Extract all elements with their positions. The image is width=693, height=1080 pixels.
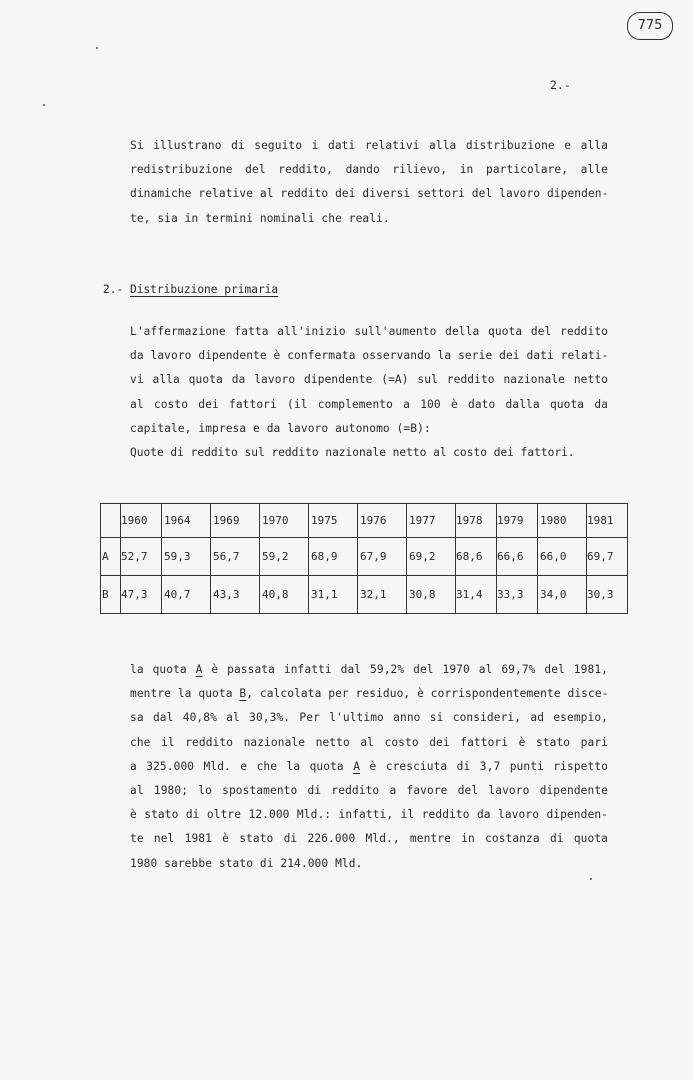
section-paragraph	[130, 320, 608, 441]
value-cell: 68,6	[456, 538, 497, 576]
text-fragment: è passata infatti dal 59,2% del 1970 al 69,7% del 1981,	[202, 663, 608, 676]
value-cell: 56,7	[211, 538, 260, 576]
value-cell: 30,8	[407, 576, 456, 614]
year-cell: 1980	[538, 504, 587, 538]
value-cell: 30,3	[587, 576, 628, 614]
text-line: te nel 1981 è stato di 226.000 Mld., mentre in costanza di quota	[130, 832, 608, 846]
intro-paragraph	[130, 134, 608, 231]
value-cell: 52,7	[121, 538, 162, 576]
text-line	[130, 682, 608, 706]
speck-mark	[590, 878, 592, 880]
value-cell: 33,3	[497, 576, 538, 614]
text-line: te, sia in termini nominali che reali.	[130, 211, 390, 225]
text-line: è stato di oltre 12.000 Mld.: infatti, il reddito da lavoro dipenden-	[130, 808, 608, 822]
year-cell: 1976	[358, 504, 407, 538]
value-cell: 34,0	[538, 576, 587, 614]
value-cell: 40,7	[162, 576, 211, 614]
value-cell: 43,3	[211, 576, 260, 614]
year-cell: 1981	[587, 504, 628, 538]
text-line	[130, 755, 608, 779]
text-line: sa dal 40,8% al 30,3%. Per l'ultimo anno si consideri, ad esempio,	[130, 711, 608, 725]
year-cell: 1969	[211, 504, 260, 538]
text-line: al 1980; lo spostamento di reddito a favore del lavoro dipendente	[130, 784, 608, 798]
text-fragment: , calcolata per residuo, è corrispondentemente disce-	[246, 687, 609, 701]
text-line	[130, 658, 608, 682]
page-number: 2.-	[550, 78, 571, 92]
value-cell: 68,9	[309, 538, 358, 576]
value-cell: 31,1	[309, 576, 358, 614]
value-cell: 47,3	[121, 576, 162, 614]
text-line: Si illustrano di seguito i dati relativi alla distribuzione e alla	[130, 139, 608, 152]
section-heading	[103, 283, 278, 296]
text-line: che il reddito nazionale netto al costo dei fattori è stato pari	[130, 735, 608, 749]
year-cell: 1978	[456, 504, 497, 538]
value-cell: 31,4	[456, 576, 497, 614]
text-fragment: mentre la quota	[130, 687, 240, 701]
text-line: da lavoro dipendente è confermata osservando la serie dei dati relati-	[130, 349, 609, 363]
quota-a-ref: A	[353, 759, 361, 773]
table-caption: Quote di reddito sul reddito nazionale netto al costo dei fattori.	[130, 446, 575, 459]
table-row-a	[101, 538, 628, 576]
value-cell: 32,1	[358, 576, 407, 614]
table-row-b	[101, 576, 628, 614]
value-cell: 69,2	[407, 538, 456, 576]
quota-a-ref: A	[195, 663, 203, 676]
value-cell: 66,0	[538, 538, 587, 576]
year-cell: 1975	[309, 504, 358, 538]
year-cell: 1964	[162, 504, 211, 538]
corner-cell	[101, 504, 121, 538]
speck-mark	[43, 104, 45, 106]
text-fragment: a 325.000 Mld. e che la quota	[130, 759, 354, 773]
value-cell: 69,7	[587, 538, 628, 576]
text-line: redistribuzione del reddito, dando rilievo, in particolare, alle	[130, 163, 608, 177]
text-fragment: è cresciuta di 3,7 punti rispetto	[360, 759, 608, 773]
text-line: 1980 sarebbe stato di 214.000 Mld.	[130, 856, 363, 870]
text-line: capitale, impresa e da lavoro autonomo (=B):	[130, 421, 431, 435]
table-header-row	[101, 504, 628, 538]
section-title: Distribuzione primaria	[129, 283, 279, 296]
text-line: al costo dei fattori (il complemento a 100 è dato dalla quota da	[130, 397, 608, 411]
quota-b-ref: B	[239, 687, 247, 701]
value-cell: 66,6	[497, 538, 538, 576]
value-cell: 67,9	[358, 538, 407, 576]
speck-mark	[96, 47, 98, 49]
text-line: L'affermazione fatta all'inizio sull'aumento della quota del reddito	[130, 325, 608, 338]
closing-paragraph	[130, 658, 608, 876]
year-cell: 1977	[407, 504, 456, 538]
value-cell: 40,8	[260, 576, 309, 614]
text-fragment: la quota	[130, 663, 196, 676]
text-line: dinamiche relative al reddito dei diversi settori del lavoro dipenden-	[130, 187, 609, 201]
row-label: B	[101, 576, 121, 614]
year-cell: 1979	[497, 504, 538, 538]
text-line: vi alla quota da lavoro dipendente (=A) sul reddito nazionale netto	[130, 373, 608, 387]
row-label: A	[101, 538, 121, 576]
value-cell: 59,2	[260, 538, 309, 576]
income-share-table	[100, 503, 628, 614]
value-cell: 59,3	[162, 538, 211, 576]
year-cell: 1970	[260, 504, 309, 538]
year-cell: 1960	[121, 504, 162, 538]
archive-stamp: 775	[627, 12, 673, 40]
section-number: 2.-	[103, 283, 124, 296]
